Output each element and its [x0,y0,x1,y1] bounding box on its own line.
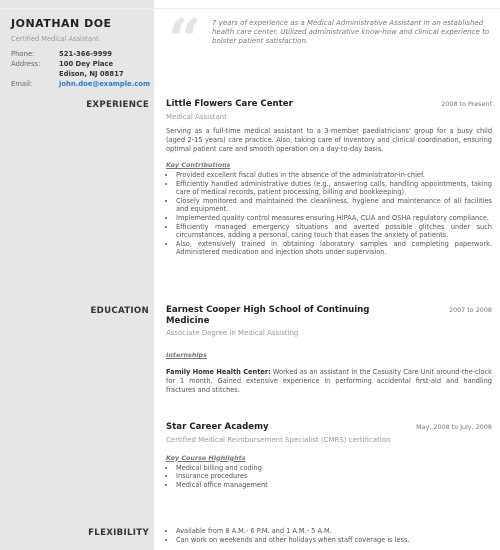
school-name: Star Career Academy [166,422,269,432]
entry-head [166,305,492,326]
section-label-flexibility: FLEXIBILITY [88,528,149,538]
contact-label: Phone: [11,50,35,58]
list-item: • Available from 8 A.M.- 6 P.M. and 1 A.M.- 5 A.M. [176,527,492,536]
list-item: • Medical office management [176,481,492,490]
job-title: Medical Assistant [166,112,227,121]
list-item: • Implemented quality control measures ensuring HIPAA, CLIA and OSHA regulatory compliance. [176,214,492,223]
list-item: • Provided excellent fiscal duties in the absence of the administrator-in-chief. [176,171,492,180]
section-label-experience: EXPERIENCE [86,100,149,110]
internships-heading: Internships [166,351,207,359]
job-description: Serving as a full-time medical assistant to a 3-member paediatricians' group for a busy child (aged 2-15 years) care practice. Also, taking care of inventory and clinical coordination, ensuring optimal patient care and smooth operation on a day-to-day basis. [166,126,492,153]
education-entry-2 [166,422,492,489]
contact-email [11,79,150,89]
contributions-list [166,171,492,257]
contact-address [11,59,150,69]
employer-name: Little Flowers Care Center [166,99,293,109]
education-dates: May, 2008 to July, 2008 [416,423,492,431]
entry-head [166,422,492,433]
candidate-role: Certified Medical Assistant [11,35,99,43]
education-dates: 2007 to 2008 [448,306,492,314]
entry-head [166,99,492,110]
list-item: • Efficiently handled administrative duties (e.g., answering calls, handling appointments, taking care of medical records, patient processing, billing and bookkeeping). [176,180,492,197]
list-item: • Can work on weekends and other holidays when staff coverage is less. [176,536,492,545]
internship-org: Family Home Health Center: [166,368,271,376]
list-item: • Closely monitored and maintained the cleanliness, hygiene and maintenance of all facilities and equipment. [176,197,492,214]
education-entry-1 [166,305,492,396]
contact-label: Address: [11,60,41,68]
contact-value: 521-366-9999 [59,50,112,58]
list-item: • Efficiently managed emergency situations and averted possible glitches under such circumstances, adding a personal, caring touch that eases the anxiety of patients. [176,223,492,240]
internship-text: Worked as an assistant in the Casualty Care Unit around-the-clock for 1 month. Gained extensive experience in performing accidental first-aid and handling fractures and stitches. [166,368,492,395]
list-item: • Insurance procedures [176,472,492,481]
summary-quote: 7 years of experience as a Medical Administrative Assistant in an established health care center. Utilized administrative know-how and clinical experience to bolster patient satisfaction. [212,19,490,46]
employment-dates: 2008 to Present [441,100,492,108]
contact-label: Email: [11,80,33,88]
certification-title: Certified Medical Reimbursement Specialist (CMRS) certification [166,435,391,444]
quote-mark-icon: “ [168,6,202,74]
contact-label [11,69,59,79]
contact-value: Edison, NJ 08817 [59,70,124,78]
candidate-name: JONATHAN DOE [11,17,112,30]
flexibility-list [166,527,492,544]
resume-header [0,8,500,93]
internship-description [166,368,492,396]
course-highlights-list [166,464,492,490]
contact-address-line2 [11,69,150,79]
section-label-education: EDUCATION [90,306,149,316]
list-item: • Also, extensively trained in obtaining laboratory samples and completing paperwork. Administered medication and injection shots under supervision. [176,240,492,257]
flexibility-entry [166,527,492,544]
experience-entry [166,99,492,257]
course-highlights-heading: Key Course Highlights [166,453,246,462]
list-item: • Medical billing and coding [176,464,492,473]
email-link[interactable]: john.doe@example.com [59,80,151,88]
contact-block [11,49,150,89]
contact-value: 100 Dey Place [59,60,114,68]
degree-title: Associate Degree in Medical Assisting [166,329,299,337]
key-contributions-heading: Key Contributions [166,161,231,170]
contact-phone [11,49,150,59]
school-name: Earnest Cooper High School of Continuing Medicine [166,305,370,326]
